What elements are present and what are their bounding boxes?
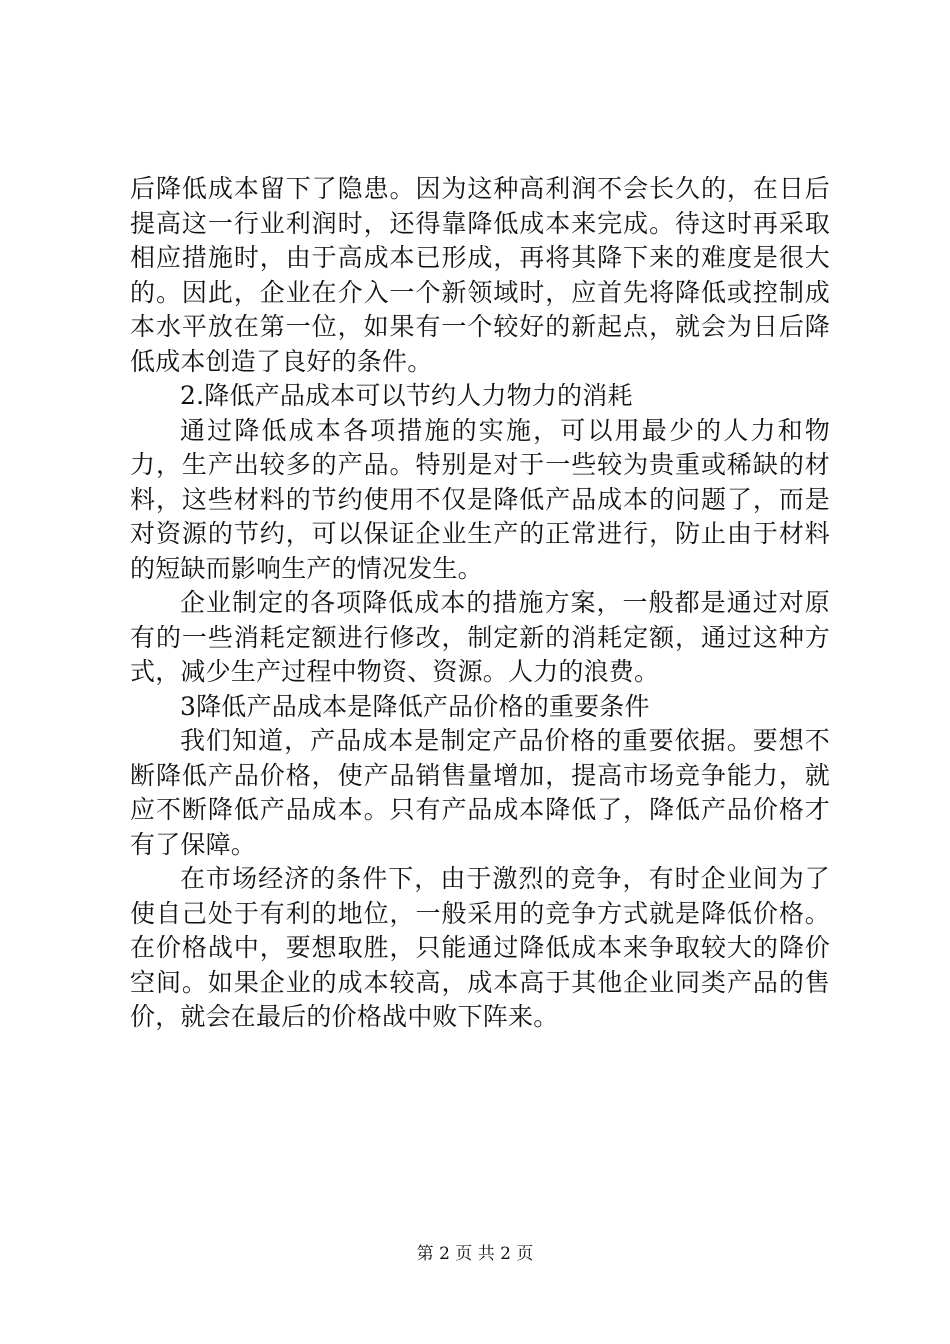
- section-heading-2: 2.降低产品成本可以节约人力物力的消耗: [180, 381, 633, 410]
- section-heading-3: 3降低产品成本是降低产品价格的重要条件: [180, 691, 650, 721]
- paragraph: 我们知道，产品成本是制定产品价格的重要依据。要想不断降低产品价格，使产品销售量增加，提高市场竞争能力，就应不断降低产品成本。只有产品成本降低了，降低产品价格才有了保障。: [130, 726, 830, 859]
- paragraph: 企业制定的各项降低成本的措施方案，一般都是通过对原有的一些消耗定额进行修改，制定新的消耗定额，通过这种方式，减少生产过程中物资、资源。人力的浪费。: [130, 588, 830, 686]
- page-footer: 第 2 页 共 2 页: [416, 1244, 534, 1264]
- document-body: [130, 172, 830, 1035]
- paragraph-continuation: 后降低成本留下了隐患。因为这种高利润不会长久的，在日后提高这一行业利润时，还得靠降低成本来完成。待这时再采取相应措施时，由于高成本已形成，再将其降下来的难度是很大的。因此，企业在介入一个新领域时，应首先将降低或控制成本水平放在第一位，如果有一个较好的新起点，就会为日后降低成本创造了良好的条件。: [130, 174, 830, 376]
- paragraph: 通过降低成本各项措施的实施，可以用最少的人力和物力，生产出较多的产品。特别是对于一些较为贵重或稀缺的材料，这些材料的节约使用不仅是降低产品成本的问题了，而是对资源的节约，可以保证企业生产的正常进行，防止由于材料的短缺而影响生产的情况发生。: [130, 415, 830, 583]
- paragraph: 在市场经济的条件下，由于激烈的竞争，有时企业间为了使自己处于有利的地位，一般采用的竞争方式就是降低价格。在价格战中，要想取胜，只能通过降低成本来争取较大的降价空间。如果企业的成本较高，成本高于其他企业同类产品的售价，就会在最后的价格战中败下阵来。: [130, 864, 830, 1031]
